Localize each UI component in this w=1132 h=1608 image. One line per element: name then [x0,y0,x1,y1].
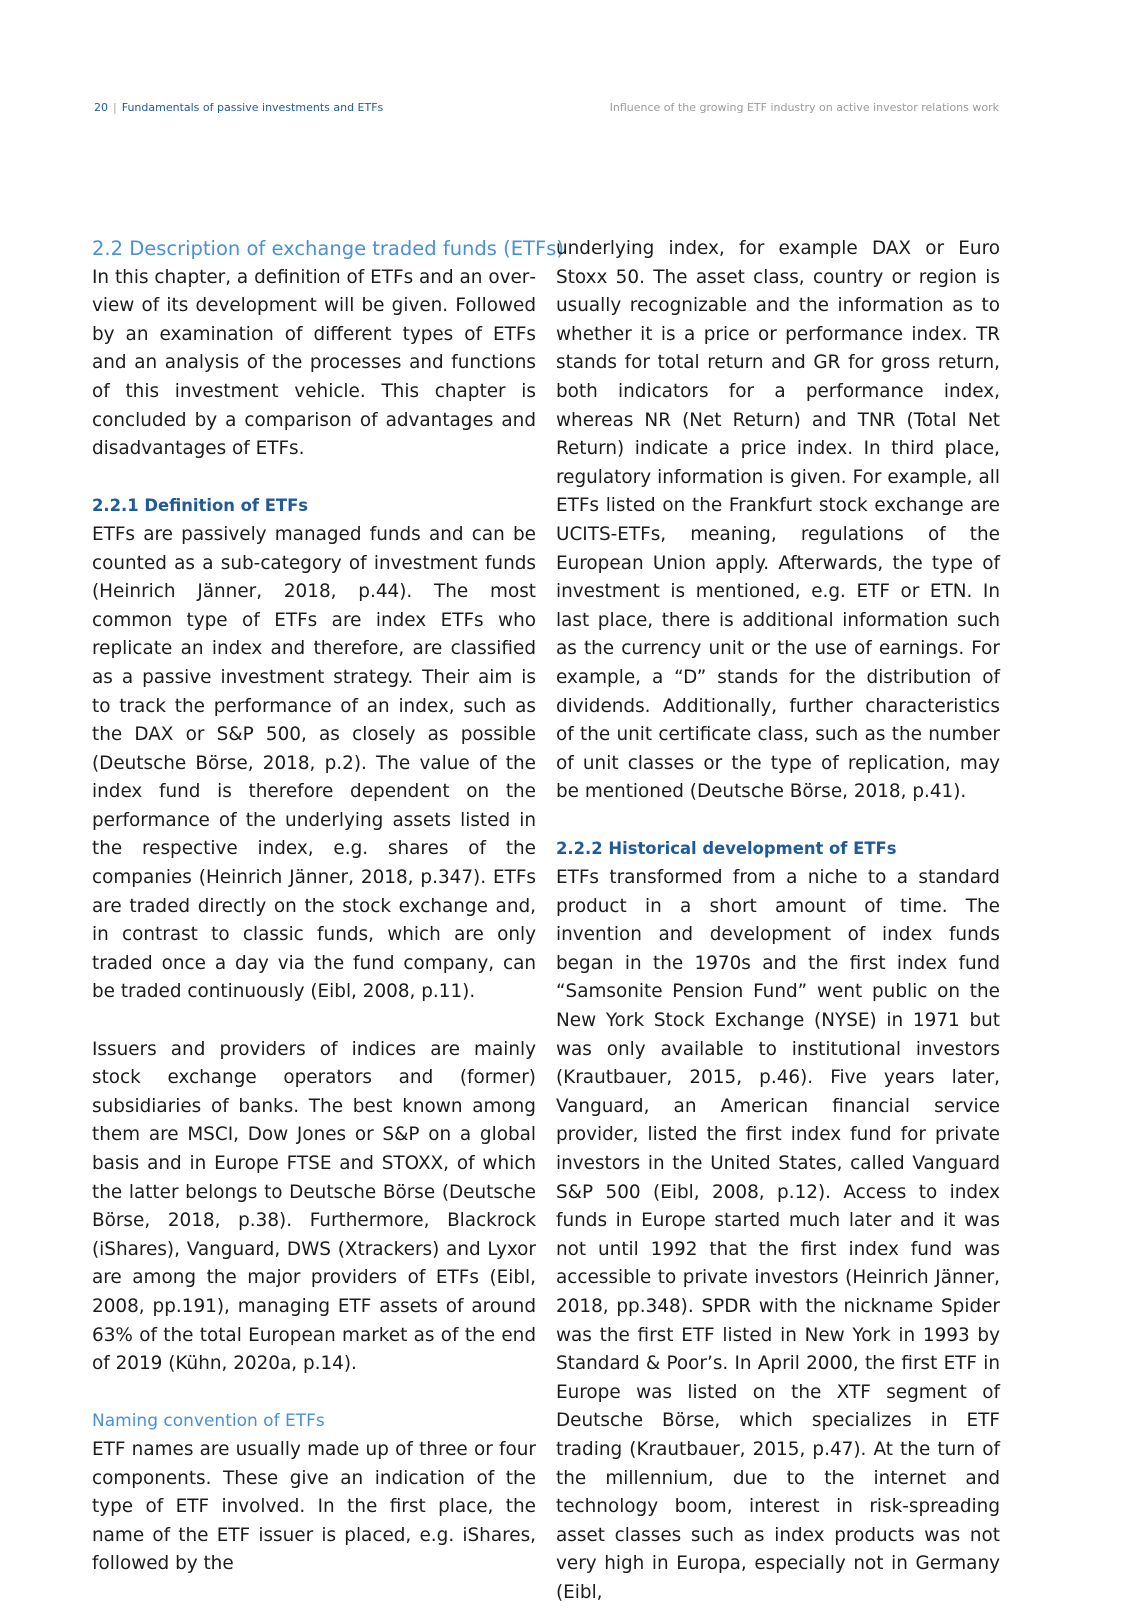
right-column [556,235,1000,1608]
naming-convention-title: Naming convention of ETFs [92,1411,325,1432]
chapter-title: Fundamentals of passive investments and ETFs [121,101,384,114]
subsection-title-definition: 2.2.1 Definition of ETFs [92,496,309,516]
document-title: Influence of the growing ETF industry on active investor relations work [609,101,999,114]
running-header [94,100,999,116]
definition-paragraph-2: Issuers and providers of indices are mainly stock exchange operators and (former) subsidiaries of banks. The best known among them are MSCI, Dow Jones or S&P on a global basis and in Europe FTSE and STOXX, of which the latter belongs to Deutsche Börse (Deutsche Börse, 2018, p.38). Furthermore, Blackrock (iShares), Vanguard, DWS (Xtrackers) and Lyxor are among the major providers of ETFs (Eibl, 2008, pp.191), managing ETF assets of around 63% of the total European market as of the end of 2019 (Kühn, 2020a, p.14). [92,1038,536,1375]
definition-paragraph-1: ETFs are passively managed funds and can be counted as a sub-category of investment funds (Heinrich Jänner, 2018, p.44). The most common type of ETFs are index ETFs who replicate an index and therefore, are classified as a passive investment strategy. Their aim is to track the performance of an index, such as the DAX or S&P 500, as closely as possible (Deutsche Börse, 2018, p.2). The value of the index fund is therefore dependent on the performance of the underlying assets listed in the respective index, e.g. shares of the companies (Heinrich Jänner, 2018, p.347). ETFs are traded directly on the stock exchange and, in contrast to classic funds, which are only traded once a day via the fund company, can be traded continuously (Eibl, 2008, p.11). [92,523,536,1003]
subsection-title-history: 2.2.2 Historical development of ETFs [556,839,897,859]
page-number: 20 [94,101,108,114]
header-left [94,100,383,116]
header-separator: | [113,101,117,114]
naming-convention-paragraph-start: ETF names are usually made up of three or four components. These give an indication of the type of ETF involved. In the first place, the name of the ETF issuer is placed, e.g. iShares, followed by the [92,1438,536,1575]
section-title: 2.2 Description of exchange traded funds (ETFs) [92,237,564,260]
section-intro: In this chapter, a definition of ETFs and an overview of its development will be given. Followed by an examination of different types of ETFs and an analysis of the processes and functions of this investment vehicle. This chapter is concluded by a comparison of advantages and disadvantages of ETFs. [92,266,536,460]
history-paragraph: ETFs transformed from a niche to a standard product in a short amount of time. The invention and development of index funds began in the 1970s and the first index fund “Samsonite Pension Fund” went public on the New York Stock Exchange (NYSE) in 1971 but was only available to institutional investors (Krautbauer, 2015, p.46). Five years later, Vanguard, an American financial service provider, listed the first index fund for private investors in the United States, called Vanguard S&P 500 (Eibl, 2008, p.12). Access to index funds in Europe started much later and it was not until 1992 that the first index fund was accessible to private investors (Heinrich Jänner, 2018, pp.348). SPDR with the nickname Spider was the first ETF listed in New York in 1993 by Standard & Poor’s. In April 2000, the first ETF in Europe was listed on the XTF segment of Deutsche Börse, which specializes in ETF trading (Krautbauer, 2015, p.47). At the turn of the millennium, due to the internet and technology boom, interest in risk-spreading asset classes such as index products was not very high in Europa, especially not in Germany (Eibl, [556,867,1000,1603]
left-column [92,235,564,1579]
naming-convention-paragraph-continued: underlying index, for example DAX or Euro Stoxx 50. The asset class, country or region is usually recognizable and the information as to whether it is a price or performance index. TR stands for total return and GR for gross return, both indicators for a performance index, whereas NR (Net Return) and TNR (Total Net Return) indicate a price index. In third place, regulatory information is given. For example, all ETFs listed on the Frankfurt stock exchange are UCITS-ETFs, meaning, regulations of the European Union apply. Afterwards, the type of investment is mentioned, e.g. ETF or ETN. In last place, there is additional information such as the currency unit or the use of earnings. For example, a “D” stands for the distribution of dividends. Additionally, further characteristics of the unit certificate class, such as the number of unit classes or the type of replication, may be mentioned (Deutsche Börse, 2018, p.41). [556,238,1000,803]
